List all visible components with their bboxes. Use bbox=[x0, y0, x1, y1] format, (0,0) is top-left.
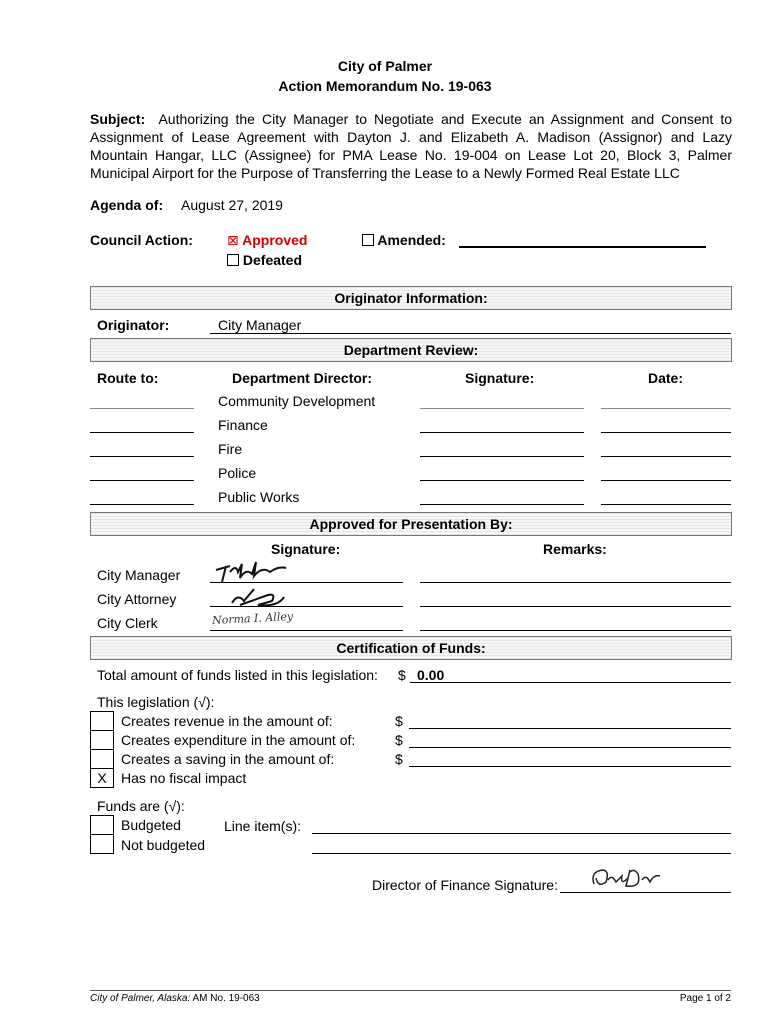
date-line[interactable] bbox=[601, 456, 731, 457]
saving-dollar: $ bbox=[395, 751, 403, 767]
dept-fire: Fire bbox=[218, 441, 243, 457]
director-header: Department Director: bbox=[232, 370, 373, 386]
amended-option[interactable] bbox=[362, 232, 446, 248]
director-finance-label: Director of Finance Signature: bbox=[372, 877, 558, 893]
signature-line[interactable] bbox=[420, 432, 584, 433]
footer-rule bbox=[90, 990, 731, 991]
saving-amount-line[interactable] bbox=[409, 766, 731, 767]
agenda-date: August 27, 2019 bbox=[181, 197, 283, 213]
line-items-line[interactable] bbox=[312, 833, 731, 834]
certification-section-header: Certification of Funds: bbox=[90, 636, 732, 660]
saving-checkbox[interactable] bbox=[90, 749, 114, 769]
council-action-label: Council Action: bbox=[90, 232, 193, 248]
signature-line[interactable] bbox=[210, 630, 403, 631]
originator-label: Originator: bbox=[97, 317, 170, 333]
expenditure-checkbox[interactable] bbox=[90, 730, 114, 750]
originator-section-header: Originator Information: bbox=[90, 286, 732, 310]
legislation-label: This legislation (√): bbox=[97, 694, 215, 710]
checkbox-icon bbox=[227, 254, 239, 266]
not-budgeted-label: Not budgeted bbox=[121, 837, 206, 853]
dept-public-works: Public Works bbox=[218, 489, 300, 505]
subject-text: Authorizing the City Manager to Negotiate and Execute an Assignment and Consent to Assignment of Lease Agreement with Dayton J. and Elizabeth A. Madison (Assignor) and Lazy Mountain Hangar, LLC (Assignee) for PMA Lease No. 19-004 on Lease Lot 20, Block 3, Palmer Municipal Airport for the Purpose of Transferring the Lease to a Newly Formed Real Estate LLC bbox=[90, 111, 732, 181]
remarks-line[interactable] bbox=[420, 582, 731, 583]
route-line[interactable] bbox=[90, 480, 194, 481]
originator-value: City Manager bbox=[218, 317, 302, 333]
row-city-attorney: City Attorney bbox=[97, 591, 177, 607]
budgeted-checkbox[interactable] bbox=[90, 815, 114, 835]
originator-line bbox=[210, 333, 731, 334]
total-funds-line[interactable] bbox=[410, 682, 731, 683]
date-line[interactable] bbox=[601, 480, 731, 481]
document-title: Action Memorandum No. 19-063 bbox=[278, 78, 492, 94]
route-line[interactable] bbox=[90, 456, 194, 457]
remarks-line[interactable] bbox=[420, 630, 731, 631]
signature-line[interactable] bbox=[210, 606, 403, 607]
dept-community-development: Community Development bbox=[218, 393, 376, 409]
route-line[interactable] bbox=[90, 504, 194, 505]
subject-paragraph bbox=[90, 110, 732, 182]
approved-label: Approved bbox=[242, 232, 308, 248]
funds-are-label: Funds are (√): bbox=[97, 798, 185, 814]
total-funds-value: 0.00 bbox=[417, 667, 445, 683]
revenue-checkbox[interactable] bbox=[90, 711, 114, 731]
footer-page: Page 1 of 2 bbox=[679, 993, 731, 1004]
option-revenue: Creates revenue in the amount of: bbox=[121, 713, 333, 729]
dept-police: Police bbox=[218, 465, 257, 481]
footer-memo: AM No. 19-063 bbox=[192, 993, 260, 1004]
budgeted-label: Budgeted bbox=[121, 817, 181, 833]
city-manager-signature bbox=[212, 558, 292, 584]
signature-line[interactable] bbox=[420, 456, 584, 457]
checked-box-icon: ⊠ bbox=[227, 232, 239, 248]
revenue-dollar: $ bbox=[395, 713, 403, 729]
document-city: City of Palmer bbox=[337, 58, 433, 74]
no-fiscal-impact-checkbox[interactable]: X bbox=[90, 768, 114, 788]
defeated-label: Defeated bbox=[242, 252, 303, 268]
agenda-label: Agenda of: bbox=[90, 197, 164, 213]
presentation-remarks-header: Remarks: bbox=[543, 541, 607, 557]
route-to-header: Route to: bbox=[97, 370, 159, 386]
signature-line[interactable] bbox=[210, 582, 403, 583]
footer-left bbox=[90, 993, 260, 1004]
signature-line[interactable] bbox=[420, 408, 584, 409]
director-finance-signature bbox=[586, 864, 666, 892]
director-finance-signature-line[interactable] bbox=[560, 892, 731, 893]
presentation-signature-header: Signature: bbox=[271, 541, 341, 557]
date-line[interactable] bbox=[601, 408, 731, 409]
option-saving: Creates a saving in the amount of: bbox=[121, 751, 335, 767]
revenue-amount-line[interactable] bbox=[409, 728, 731, 729]
line-items-label: Line item(s): bbox=[224, 818, 302, 834]
approved-option[interactable] bbox=[227, 232, 307, 249]
row-city-manager: City Manager bbox=[97, 567, 181, 583]
date-header: Date: bbox=[648, 370, 684, 386]
route-line[interactable] bbox=[90, 408, 194, 409]
checkbox-icon bbox=[362, 234, 374, 246]
total-dollar-sign: $ bbox=[398, 667, 406, 683]
amended-line[interactable] bbox=[459, 246, 706, 248]
city-clerk-signature: Norma I. Alley bbox=[211, 609, 294, 628]
total-funds-label: Total amount of funds listed in this legislation: bbox=[97, 667, 378, 683]
remarks-line[interactable] bbox=[420, 606, 731, 607]
route-line[interactable] bbox=[90, 432, 194, 433]
amended-label: Amended: bbox=[377, 232, 446, 248]
expenditure-dollar: $ bbox=[395, 732, 403, 748]
department-review-header: Department Review: bbox=[90, 338, 732, 362]
footer-city: City of Palmer, Alaska: bbox=[90, 993, 191, 1004]
defeated-option[interactable] bbox=[227, 252, 302, 268]
row-city-clerk: City Clerk bbox=[97, 615, 158, 631]
option-no-fiscal-impact: Has no fiscal impact bbox=[121, 770, 247, 786]
signature-line[interactable] bbox=[420, 480, 584, 481]
option-expenditure: Creates expenditure in the amount of: bbox=[121, 732, 356, 748]
signature-header: Signature: bbox=[465, 370, 535, 386]
subject-label: Subject: bbox=[90, 111, 146, 127]
not-budgeted-checkbox[interactable] bbox=[90, 834, 114, 854]
line-items-line-2[interactable] bbox=[312, 853, 731, 854]
date-line[interactable] bbox=[601, 432, 731, 433]
presentation-section-header: Approved for Presentation By: bbox=[90, 512, 732, 536]
expenditure-amount-line[interactable] bbox=[409, 747, 731, 748]
date-line[interactable] bbox=[601, 504, 731, 505]
signature-line[interactable] bbox=[420, 504, 584, 505]
dept-finance: Finance bbox=[218, 417, 268, 433]
